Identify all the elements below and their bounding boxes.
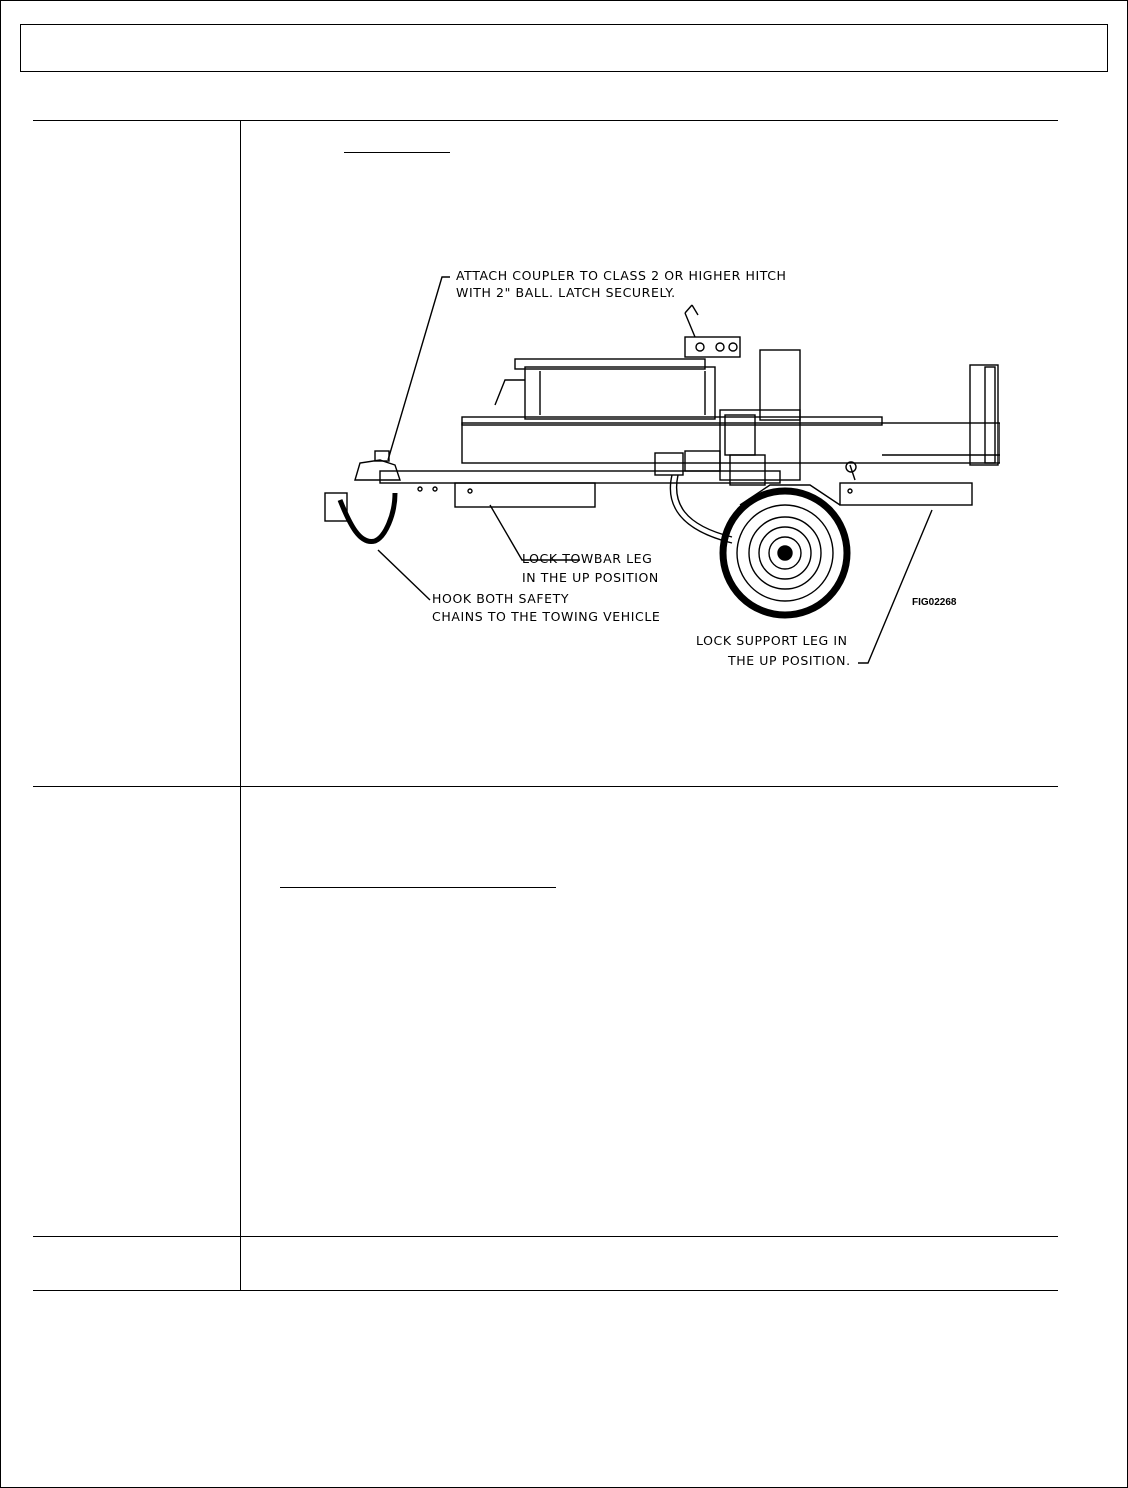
callout-support-line1: LOCK SUPPORT LEG IN	[696, 633, 848, 648]
coupler	[355, 460, 400, 480]
table-rule-row1	[33, 786, 1058, 787]
figure-id: FIG02268	[912, 597, 957, 608]
callout-chains-line1: HOOK BOTH SAFETY	[432, 591, 570, 606]
table-rule-row2	[33, 1236, 1058, 1237]
header-box	[20, 24, 1108, 72]
log-splitter-drawing	[300, 255, 1000, 685]
support-leader	[858, 510, 932, 663]
wedge-plate	[970, 365, 998, 465]
towing-figure	[300, 255, 1000, 685]
callout-towbar-line1: LOCK TOWBAR LEG	[522, 551, 653, 566]
callout-coupler-line1: ATTACH COUPLER TO CLASS 2 OR HIGHER HITCH	[456, 268, 787, 283]
support-leg	[840, 483, 972, 505]
control-valve	[685, 337, 740, 357]
heading-underline-2	[280, 887, 556, 888]
towbar-leg	[455, 483, 595, 507]
coupler-leader	[388, 277, 450, 460]
hydraulic-cylinder	[525, 367, 715, 419]
chains-leader	[378, 550, 430, 600]
main-beam	[462, 423, 1000, 463]
heading-underline-1	[344, 152, 450, 153]
table-column-divider	[240, 120, 241, 1290]
callout-towbar-line2: IN THE UP POSITION	[522, 570, 659, 585]
table-rule-bottom	[33, 1290, 1058, 1291]
callout-coupler-line2: WITH 2" BALL. LATCH SECURELY.	[456, 285, 676, 300]
pump	[655, 453, 683, 475]
table-rule-top	[33, 120, 1058, 121]
safety-chain	[340, 493, 395, 542]
callout-support-line2: THE UP POSITION.	[728, 653, 851, 668]
callout-chains-line2: CHAINS TO THE TOWING VEHICLE	[432, 609, 661, 624]
